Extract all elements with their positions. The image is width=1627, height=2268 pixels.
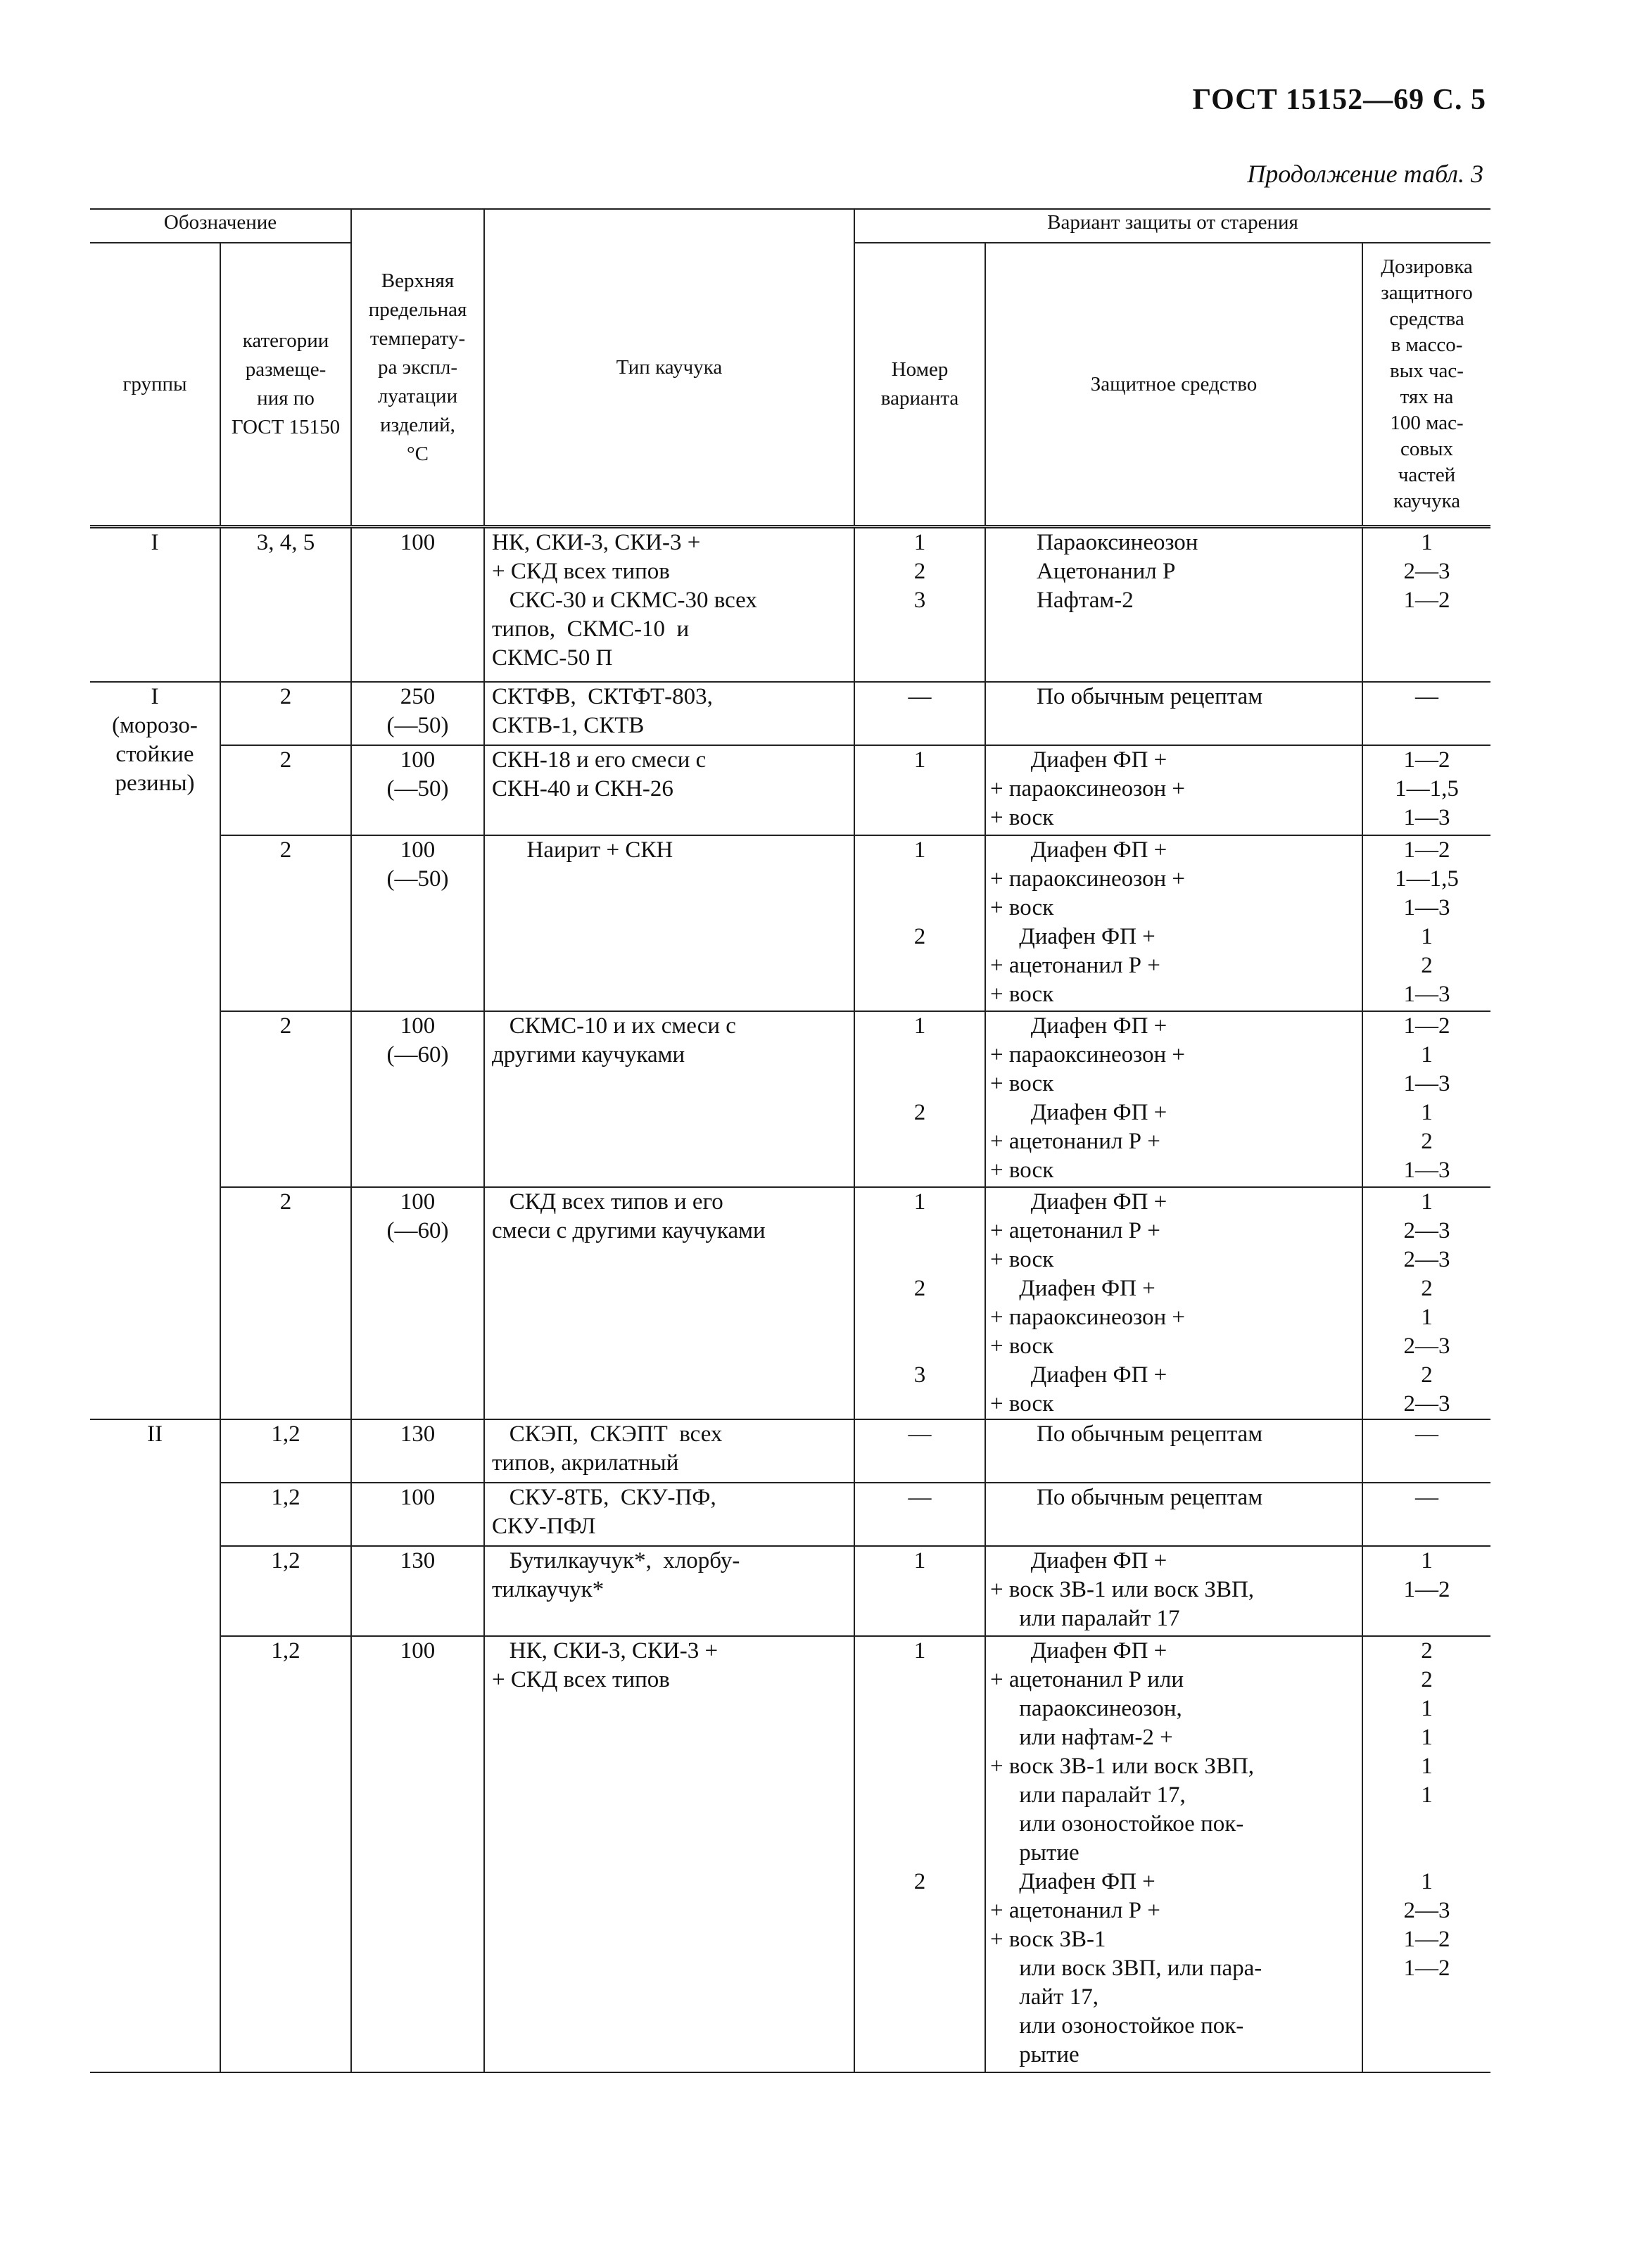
protection-variant-header: Вариант защиты от старения bbox=[854, 209, 1490, 243]
table-row bbox=[90, 1187, 1490, 1419]
rubber-type-cell: СКУ-8ТБ, СКУ-ПФ, СКУ-ПФЛ bbox=[484, 1483, 854, 1546]
protective-agent-header: Защитное средство bbox=[985, 243, 1362, 527]
table-row bbox=[90, 682, 1490, 745]
variant-number-cell: 1 2 3 bbox=[854, 1187, 985, 1419]
temperature-cell: 100 bbox=[351, 1483, 484, 1546]
dosage-cell: 1—2 1—1,5 1—3 1 2 1—3 bbox=[1362, 835, 1490, 1011]
protective-agent-cell: Параоксинеозон Ацетонанил Р Нафтам-2 bbox=[985, 527, 1362, 682]
protective-agent-cell: Диафен ФП + + воск ЗВ-1 или воск ЗВП, или паралайт 17 bbox=[985, 1546, 1362, 1636]
rubber-type-cell: СКЭП, СКЭПТ всех типов, акрилатный bbox=[484, 1419, 854, 1483]
rubber-type-cell: НК, СКИ-3, СКИ-3 + + СКД всех типов bbox=[484, 1636, 854, 2072]
table-row bbox=[90, 1419, 1490, 1483]
protective-agent-cell: По обычным рецептам bbox=[985, 682, 1362, 745]
table-row bbox=[90, 835, 1490, 1011]
variant-number-cell: 1 2 3 bbox=[854, 527, 985, 682]
dosage-cell: 1 2—3 1—2 bbox=[1362, 527, 1490, 682]
temperature-cell: 100 (—50) bbox=[351, 835, 484, 1011]
category-cell: 1,2 bbox=[220, 1636, 351, 2072]
rubber-type-cell: СКМС-10 и их смеси с другими каучуками bbox=[484, 1011, 854, 1187]
category-cell: 2 bbox=[220, 682, 351, 745]
temperature-cell: 100 (—60) bbox=[351, 1011, 484, 1187]
category-cell: 1,2 bbox=[220, 1419, 351, 1483]
dosage-cell: — bbox=[1362, 1483, 1490, 1546]
rubber-type-cell: НК, СКИ-3, СКИ-3 + + СКД всех типов СКС-30 и СКМС-30 всех типов, СКМС-10 и СКМС-50 П bbox=[484, 527, 854, 682]
dosage-cell: 1—2 1 1—3 1 2 1—3 bbox=[1362, 1011, 1490, 1187]
table-row bbox=[90, 1636, 1490, 2072]
upper-temp-header: Верхняя предельная температу- ра экспл- луатации изделий, °С bbox=[351, 209, 484, 527]
page-header: ГОСТ 15152—69 С. 5 bbox=[1192, 84, 1486, 116]
protective-agent-cell: Диафен ФП + + ацетонанил Р или параоксинеозон, или нафтам-2 + + воск ЗВ-1 или воск ЗВП, или паралайт 17, или озоностойкое пок- рытие Диафен ФП + + ацетонанил Р + + воск ЗВ-1 или воск ЗВП, или пара- лайт 17, или озоностойкое пок- рытие bbox=[985, 1636, 1362, 2072]
temperature-cell: 100 (—60) bbox=[351, 1187, 484, 1419]
group-header: группы bbox=[90, 243, 220, 527]
table-row bbox=[90, 1011, 1490, 1187]
variant-number-cell: 1 bbox=[854, 745, 985, 835]
variant-number-cell: 1 2 bbox=[854, 1011, 985, 1187]
table-row bbox=[90, 1483, 1490, 1546]
dosage-cell: 2 2 1 1 1 1 1 2—3 1—2 1—2 bbox=[1362, 1636, 1490, 2072]
variant-number-header: Номер варианта bbox=[854, 243, 985, 527]
variant-number-cell: 1 2 bbox=[854, 835, 985, 1011]
protective-agent-cell: По обычным рецептам bbox=[985, 1483, 1362, 1546]
temperature-cell: 100 (—50) bbox=[351, 745, 484, 835]
dosage-cell: — bbox=[1362, 1419, 1490, 1483]
aging-protection-table bbox=[90, 208, 1490, 2073]
category-header: категории размеще- ния по ГОСТ 15150 bbox=[220, 243, 351, 527]
dosage-cell: — bbox=[1362, 682, 1490, 745]
variant-number-cell: — bbox=[854, 1419, 985, 1483]
protective-agent-cell: Диафен ФП + + параоксинеозон + + воск bbox=[985, 745, 1362, 835]
table-row bbox=[90, 1546, 1490, 1636]
dosage-cell: 1 1—2 bbox=[1362, 1546, 1490, 1636]
rubber-type-cell: Бутилкаучук*, хлорбу- тилкаучук* bbox=[484, 1546, 854, 1636]
temperature-cell: 100 bbox=[351, 527, 484, 682]
temperature-cell: 250 (—50) bbox=[351, 682, 484, 745]
protective-agent-cell: Диафен ФП + + параоксинеозон + + воск Диафен ФП + + ацетонанил Р + + воск bbox=[985, 1011, 1362, 1187]
table-row bbox=[90, 745, 1490, 835]
designation-header: Обозначение bbox=[90, 209, 351, 243]
group-cell: I bbox=[90, 527, 220, 682]
category-cell: 1,2 bbox=[220, 1546, 351, 1636]
variant-number-cell: 1 bbox=[854, 1546, 985, 1636]
protective-agent-cell: Диафен ФП + + параоксинеозон + + воск Диафен ФП + + ацетонанил Р + + воск bbox=[985, 835, 1362, 1011]
protective-agent-cell: Диафен ФП + + ацетонанил Р + + воск Диафен ФП + + параоксинеозон + + воск Диафен ФП + + воск bbox=[985, 1187, 1362, 1419]
rubber-type-cell: СКД всех типов и его смеси с другими каучуками bbox=[484, 1187, 854, 1419]
rubber-type-cell: СКТФВ, СКТФТ-803, СКТВ-1, СКТВ bbox=[484, 682, 854, 745]
dosage-cell: 1 2—3 2—3 2 1 2—3 2 2—3 bbox=[1362, 1187, 1490, 1419]
variant-number-cell: — bbox=[854, 682, 985, 745]
category-cell: 2 bbox=[220, 1187, 351, 1419]
table-continuation-label: Продолжение табл. 3 bbox=[1247, 160, 1483, 188]
temperature-cell: 100 bbox=[351, 1636, 484, 2072]
group-cell: I (морозо- стойкие резины) bbox=[90, 682, 220, 1419]
rubber-type-cell: Наирит + СКН bbox=[484, 835, 854, 1011]
rubber-type-header: Тип каучука bbox=[484, 209, 854, 527]
category-cell: 2 bbox=[220, 835, 351, 1011]
category-cell: 2 bbox=[220, 745, 351, 835]
protective-agent-cell: По обычным рецептам bbox=[985, 1419, 1362, 1483]
group-cell: II bbox=[90, 1419, 220, 2072]
category-cell: 3, 4, 5 bbox=[220, 527, 351, 682]
category-cell: 1,2 bbox=[220, 1483, 351, 1546]
dosage-cell: 1—2 1—1,5 1—3 bbox=[1362, 745, 1490, 835]
temperature-cell: 130 bbox=[351, 1546, 484, 1636]
dosage-header: Дозировка защитного средства в массо- вых час- тях на 100 мас- совых частей каучука bbox=[1362, 243, 1490, 527]
rubber-type-cell: СКН-18 и его смеси с СКН-40 и СКН-26 bbox=[484, 745, 854, 835]
table-row bbox=[90, 527, 1490, 682]
category-cell: 2 bbox=[220, 1011, 351, 1187]
temperature-cell: 130 bbox=[351, 1419, 484, 1483]
variant-number-cell: 1 2 bbox=[854, 1636, 985, 2072]
variant-number-cell: — bbox=[854, 1483, 985, 1546]
